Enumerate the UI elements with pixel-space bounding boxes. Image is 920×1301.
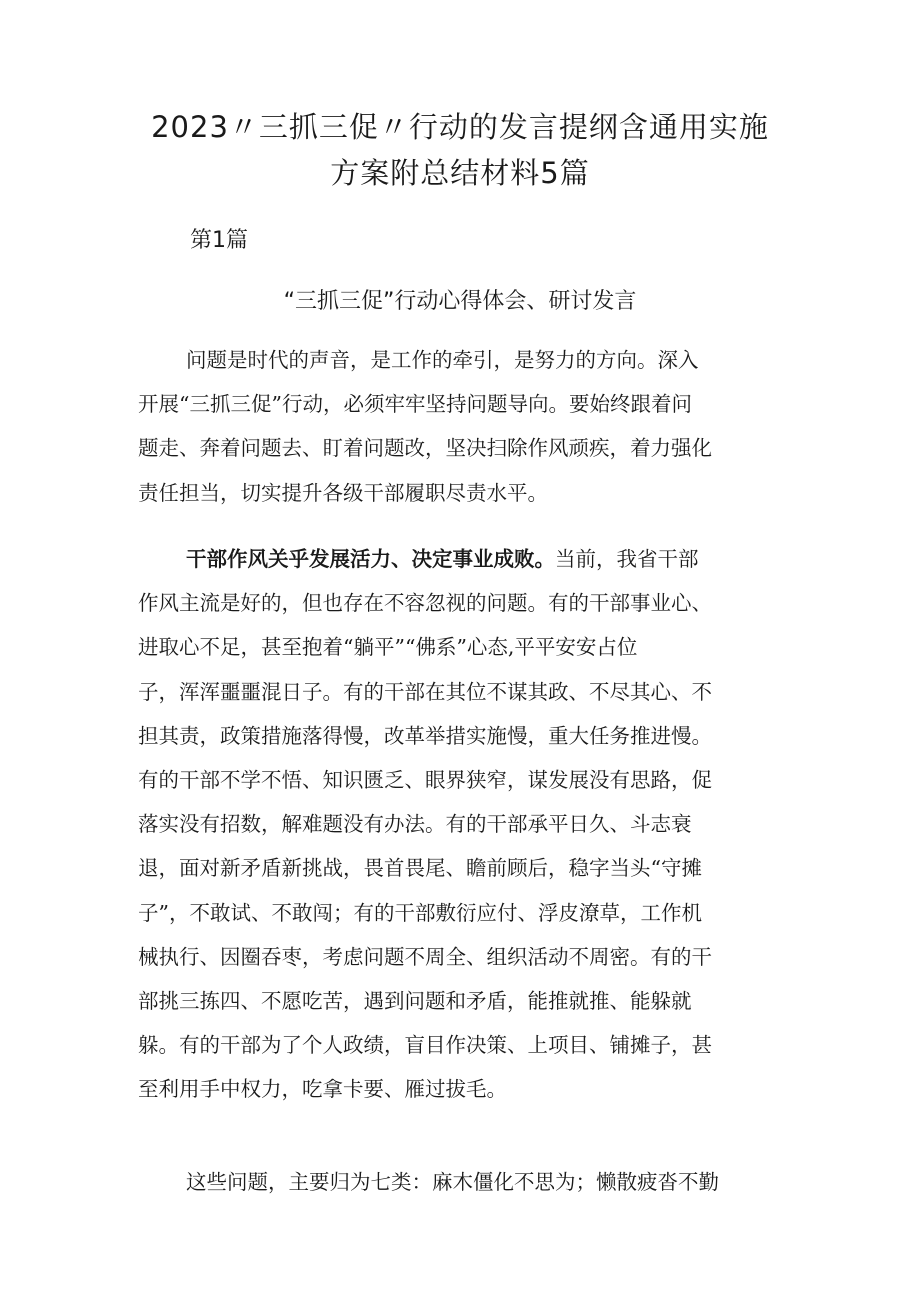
- paragraph-line: 进取心不足，甚至抱着“躺平”“佛系”心态,平平安安占位: [138, 635, 638, 660]
- paragraph-line-rest: 当前，我省干部: [555, 547, 699, 571]
- paragraph-2: [138, 537, 800, 1112]
- paragraph-line: 落实没有招数，解难题没有办法。有的干部承平日久、斗志衰: [138, 812, 692, 837]
- paragraph-line: 责任担当，切实提升各级干部履职尽责水平。: [138, 480, 548, 505]
- paragraph-line: 问题是时代的声音，是工作的牵引，是努力的方向。深入: [186, 348, 699, 372]
- paragraph-line: 退，面对新矛盾新挑战，畏首畏尾、瞻前顾后，稳字当头“守摊: [138, 856, 702, 881]
- paragraph-line: 这些问题，主要归为七类：麻木僵化不思为；懒散疲沓不勤: [186, 1170, 719, 1194]
- paragraph-1: [138, 338, 800, 515]
- paragraph-line: 开展“三抓三促”行动，必须牢牢坚持问题导向。要始终跟着问: [138, 392, 692, 417]
- paragraph-line: 躲。有的干部为了个人政绩，盲目作决策、上项目、铺摊子，甚: [138, 1033, 712, 1058]
- paragraph-line: 有的干部不学不悟、知识匮乏、眼界狭窄，谋发展没有思路，促: [138, 768, 712, 793]
- paragraph-line: 子，浑浑噩噩混日子。有的干部在其位不谋其政、不尽其心、不: [138, 679, 712, 704]
- article-subtitle: “三抓三促”行动心得体会、研讨发言: [283, 289, 637, 314]
- paragraph-line: 部挑三拣四、不愿吃苦，遇到问题和矛盾，能推就推、能躲就: [138, 989, 692, 1014]
- paragraph-line: 械执行、因圈吞枣，考虑问题不周全、组织活动不周密。有的干: [138, 944, 712, 969]
- title-line-1: 2023〃三抓三促〃行动的发言提纲含通用实施: [151, 110, 769, 144]
- paragraph-line: 担其责，政策措施落得慢，改革举措实施慢，重大任务推进慢。: [138, 723, 712, 748]
- document-title: [100, 104, 820, 196]
- paragraph-first-line: [138, 537, 800, 581]
- paragraph-line: 题走、奔着问题去、盯着问题改，坚决扫除作风顽疾，着力强化: [138, 436, 712, 461]
- paragraph-line: 作风主流是好的，但也存在不容忽视的问题。有的干部事业心、: [138, 591, 712, 616]
- section-label: 第1篇: [190, 228, 248, 253]
- paragraph-3: [138, 1160, 800, 1204]
- paragraph-line: 至利用手中权力，吃拿卡要、雁过拔毛。: [138, 1077, 507, 1102]
- paragraph-line: 子”，不敢试、不敢闯；有的干部敷衍应付、浮皮潦草，工作机: [138, 900, 702, 925]
- paragraph-lead-sentence: 干部作风关乎发展活力、决定事业成败。: [186, 547, 555, 571]
- title-line-2: 方案附总结材料5篇: [330, 156, 590, 190]
